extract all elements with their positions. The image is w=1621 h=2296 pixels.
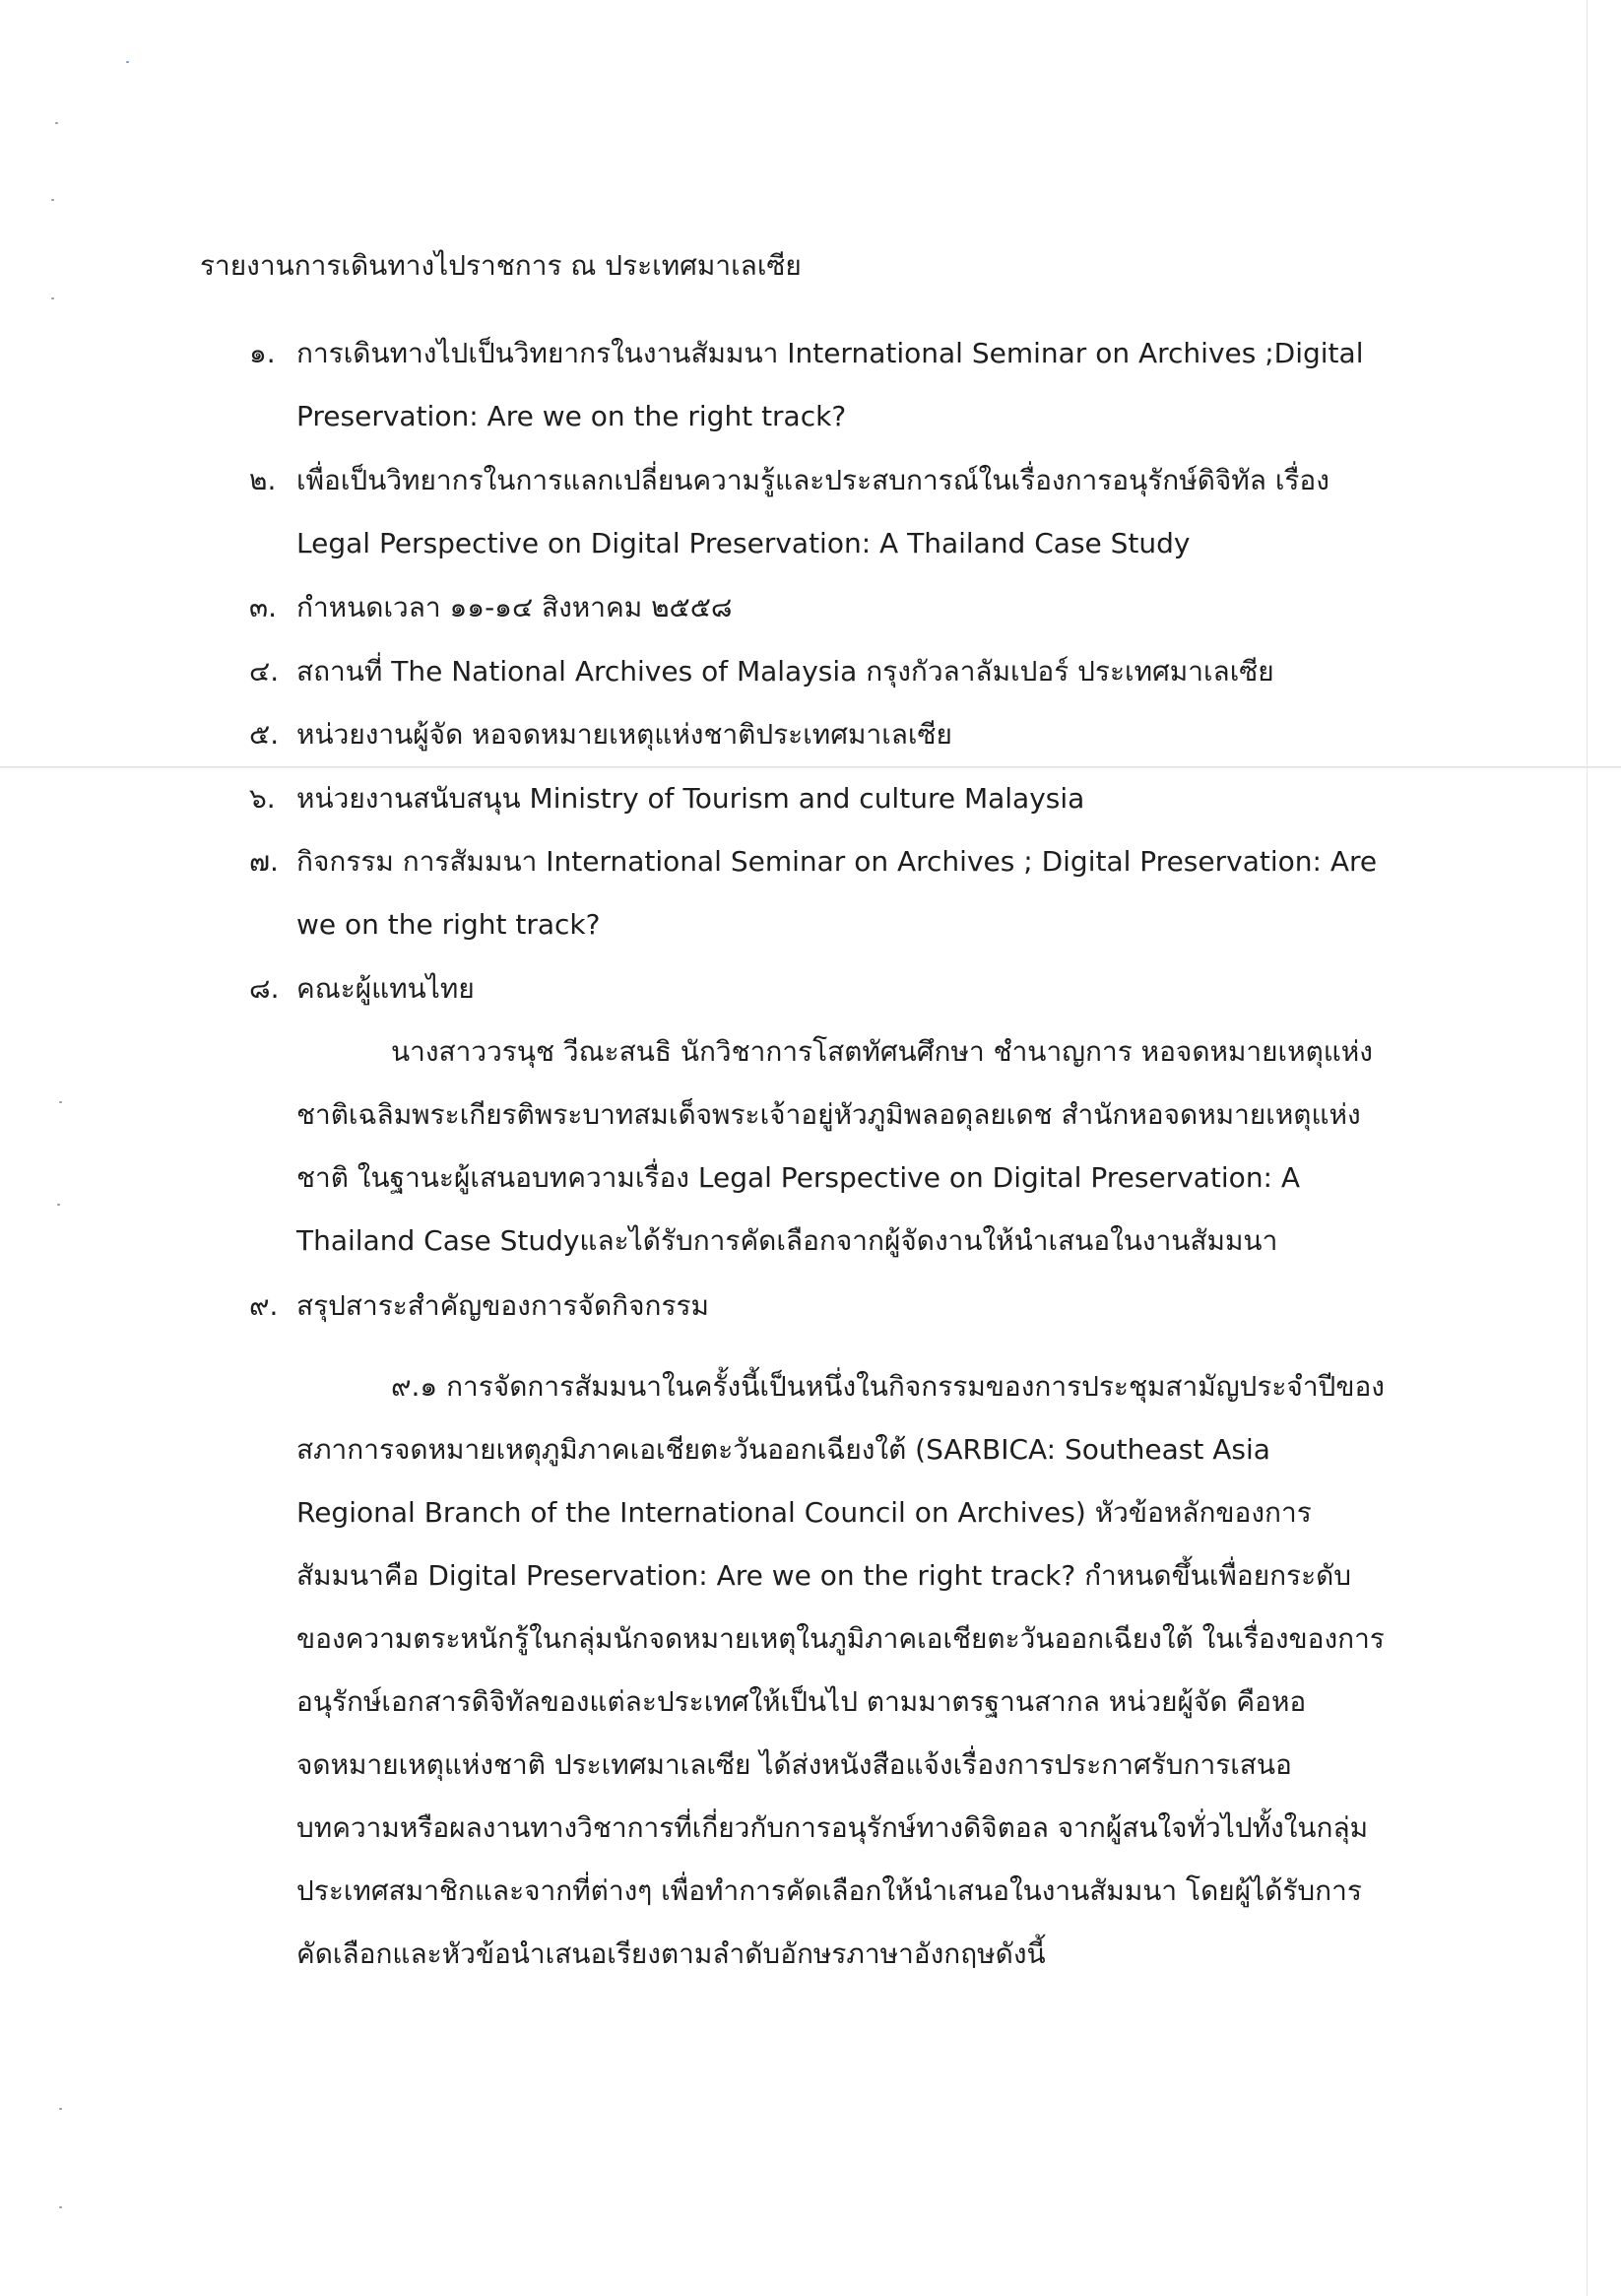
scan-speck (59, 2206, 62, 2208)
summary-paragraph: ๙.๑ การจัดการสัมมนาในครั้งนี้เป็นหนึ่งในกิจกรรมของการประชุมสามัญประจำปีของ สภาการจดหมายเหตุภูมิภาคเอเชียตะวันออกเฉียงใต้ (SARBICA: Southeast Asia Regional Branch of the International Council on Archives) หัวข้อหลักของการสัมมนาคือ Digital Preservation: Are we on the right track? กำหนดขึ้นเพื่อยกระดับของความตระหนักรู้ในกลุ่มนักจดหมายเหตุในภูมิภาคเอเชียตะวันออกเฉียงใต้ ในเรื่องของการอนุรักษ์เอกสารดิจิทัลของแต่ละประเทศให้เป็นไป ตามมาตรฐานสากล หน่วยผู้จัด คือหอจดหมายเหตุแห่งชาติ ประเทศมาเลเซีย ได้ส่งหนังสือแจ้งเรื่องการประกาศรับการเสนอบทความหรือผลงานทางวิชาการที่เกี่ยวกับการอนุรักษ์ทางดิจิตอล จากผู้สนใจทั่วไปทั้งในกลุ่มประเทศสมาชิกและจากที่ต่างๆ เพื่อทำการคัดเลือกให้นำเสนอในงานสัมมนา โดยผู้ได้รับการคัดเลือกและหัวข้อนำเสนอเรียงตามลำดับอักษรภาษาอังกฤษดังนี้ (296, 1370, 1385, 1970)
list-item-text: สรุปสาระสำคัญของการจัดกิจกรรม (296, 1289, 709, 1322)
list-item-number: ๖. (249, 782, 276, 815)
list-item (249, 703, 1411, 766)
list-item-text: คณะผู้แทนไทย (296, 972, 475, 1005)
scan-speck (55, 122, 58, 124)
list-item-text: การเดินทางไปเป็นวิทยากรในงานสัมมนา International Seminar on Archives ;Digital Preservation: Are we on the right track? (296, 337, 1364, 432)
list-item (249, 322, 1411, 448)
list-item-number: ๙. (249, 1289, 279, 1322)
list-item (249, 1275, 1411, 1338)
list-item-text: กิจกรรม การสัมมนา International Seminar on Archives ; Digital Preservation: Are we on the right track? (296, 845, 1378, 941)
scan-speck (126, 61, 129, 63)
list-item (249, 449, 1411, 575)
scan-speck (57, 1204, 60, 1206)
scan-speck (51, 297, 54, 299)
paper-edge-line (1587, 0, 1588, 2296)
scan-speck (59, 2108, 62, 2110)
list-item-number: ๔. (249, 655, 280, 688)
list-item-text: กำหนดเวลา ๑๑-๑๔ สิงหาคม ๒๕๕๘ (296, 591, 733, 623)
list-item-number: ๕. (249, 718, 280, 751)
delegation-paragraph: นางสาววรนุช วีณะสนธิ นักวิชาการโสตทัศนศึกษา ชำนาญการ หอจดหมายเหตุแห่งชาติเฉลิมพระเกียรติพระบาทสมเด็จพระเจ้าอยู่หัวภูมิพลอดุลยเดช สำนักหอจดหมายเหตุแห่งชาติ ในฐานะผู้เสนอบทความเรื่อง Legal Perspective on Digital Preservation: A Thailand Case Studyและได้รับการคัดเลือกจากผู้จัดงานให้นำเสนอในงานสัมมนา (296, 1035, 1373, 1257)
report-title: รายงานการเดินทางไปราชการ ณ ประเทศมาเลเซีย (200, 249, 802, 282)
list-item-text: สถานที่ The National Archives of Malaysia กรุงกัวลาลัมเปอร์ ประเทศมาเลเซีย (296, 655, 1274, 688)
list-item-text: หน่วยงานผู้จัด หอจดหมายเหตุแห่งชาติประเทศมาเลเซีย (296, 718, 952, 751)
list-item-number: ๗. (249, 845, 279, 878)
list-item-number: ๑. (249, 337, 276, 369)
list-item-number: ๒. (249, 464, 277, 496)
list-item (249, 576, 1411, 639)
list-item (249, 957, 1411, 1020)
list-item-text: เพื่อเป็นวิทยากรในการแลกเปลี่ยนความรู้และประสบการณ์ในเรื่องการอนุรักษ์ดิจิทัล เรื่อง Legal Perspective on Digital Preservation: A Thailand Case Study (296, 464, 1329, 559)
scan-speck (59, 1101, 62, 1103)
list-item (249, 830, 1411, 956)
list-item (249, 640, 1411, 703)
list-item-number: ๓. (249, 591, 278, 623)
list-item-text: หน่วยงานสนับสนุน Ministry of Tourism and culture Malaysia (296, 782, 1085, 815)
list-item (249, 767, 1411, 830)
scan-speck (51, 199, 54, 201)
list-item-number: ๘. (249, 972, 280, 1005)
